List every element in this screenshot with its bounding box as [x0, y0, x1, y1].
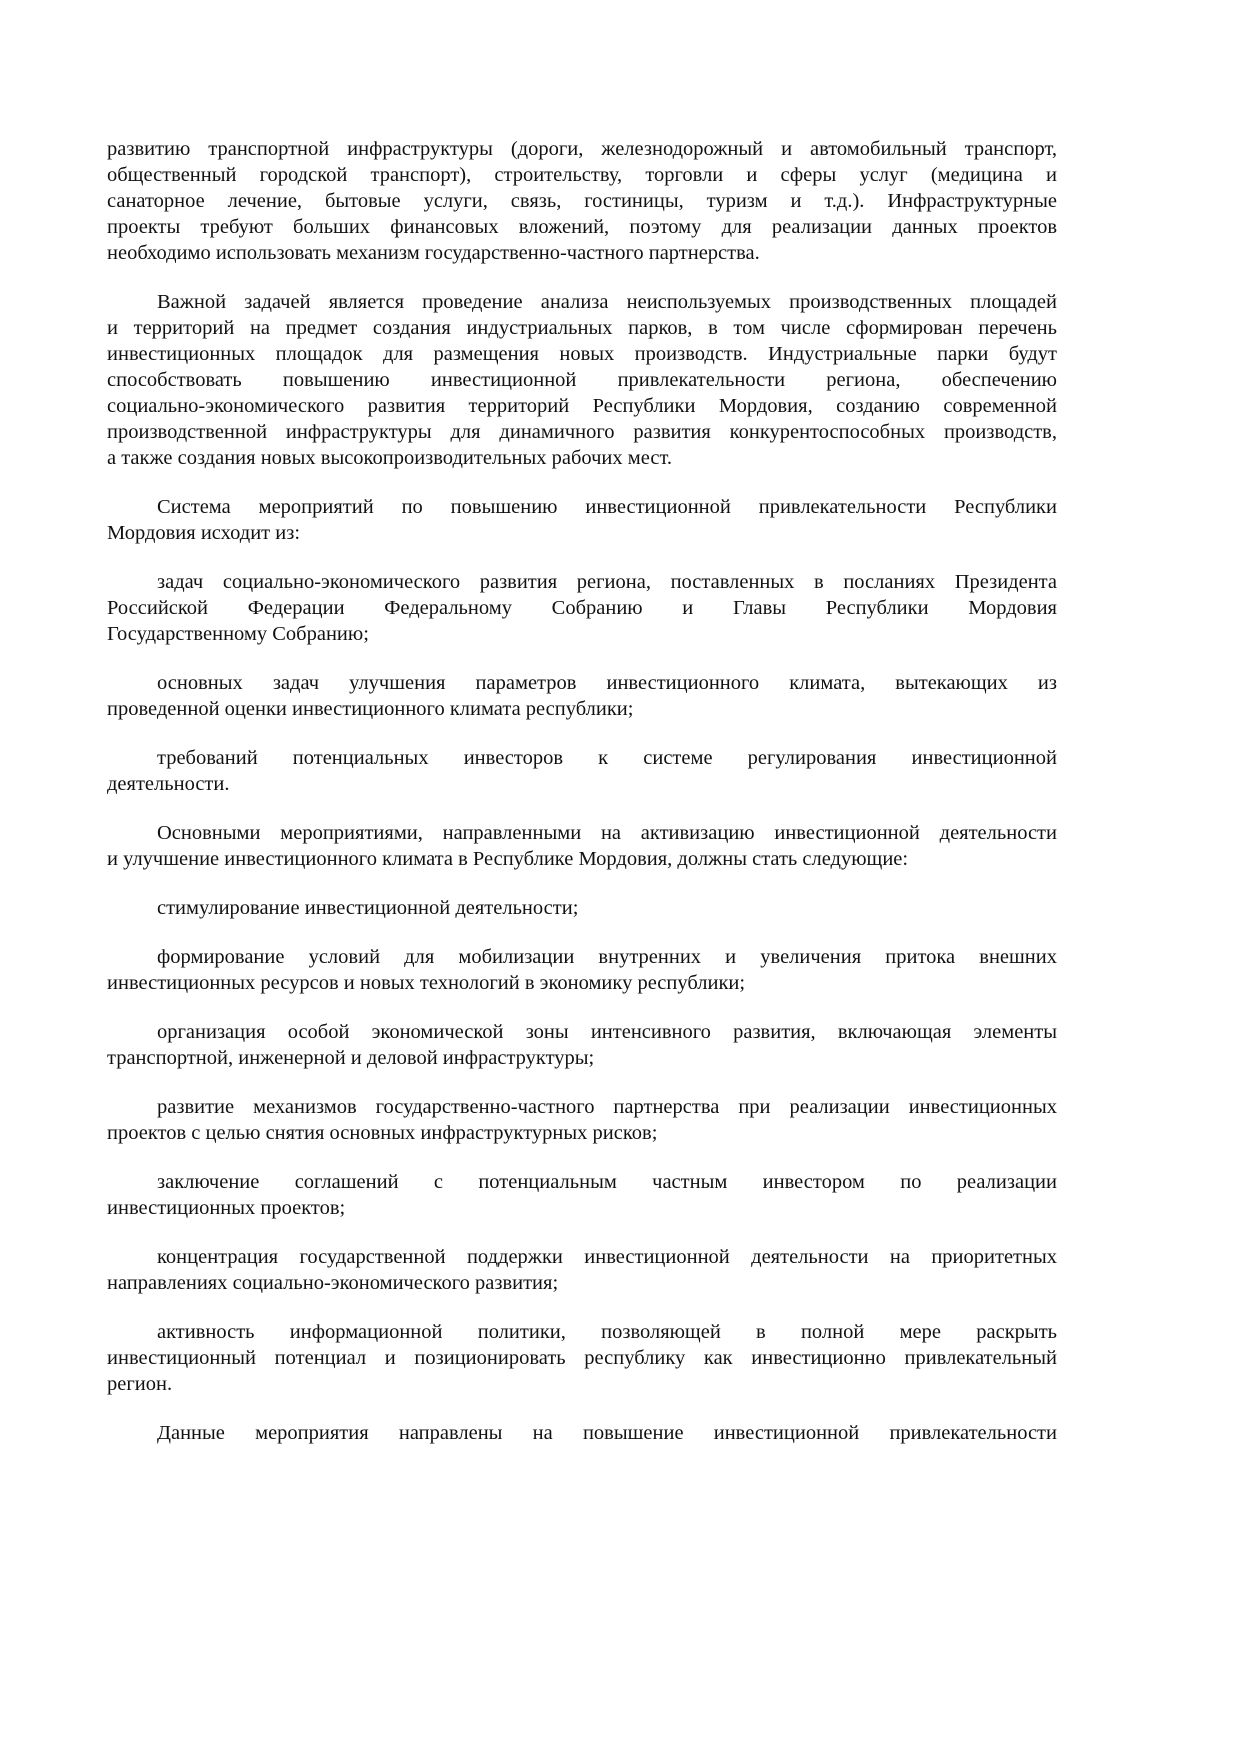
- text-line: инвестиционных ресурсов и новых технологий в экономику республики;: [107, 972, 746, 994]
- text-line: санаторное лечение, бытовые услуги, связь, гостиницы, туризм и т.д.). Инфраструктурные: [107, 190, 1057, 212]
- text-line: общественный городской транспорт), строительству, торговли и сферы услуг (медицина и: [107, 164, 1057, 186]
- text-line: Данные мероприятия направлены на повышение инвестиционной привлекательности: [157, 1422, 1057, 1444]
- paragraph: [107, 1420, 1057, 1446]
- text-line: инвестиционных площадок для размещения новых производств. Индустриальные парки будут: [107, 343, 1057, 365]
- paragraph: [107, 1244, 1057, 1296]
- text-line: организация особой экономической зоны интенсивного развития, включающая элементы: [157, 1021, 1057, 1043]
- text-line: а также создания новых высокопроизводительных рабочих мест.: [107, 447, 673, 469]
- paragraph: [107, 1169, 1057, 1221]
- text-line: направлениях социально-экономического развития;: [107, 1272, 559, 1294]
- paragraph: [107, 569, 1057, 647]
- text-line: заключение соглашений с потенциальным частным инвестором по реализации: [157, 1171, 1057, 1193]
- text-line: задач социально-экономического развития региона, поставленных в посланиях Президента: [157, 571, 1057, 593]
- paragraph: [107, 136, 1057, 266]
- text-line: активность информационной политики, позволяющей в полной мере раскрыть: [157, 1321, 1057, 1343]
- paragraph: [107, 289, 1057, 471]
- text-line: формирование условий для мобилизации внутренних и увеличения притока внешних: [157, 946, 1057, 968]
- text-line: и территорий на предмет создания индустриальных парков, в том числе сформирован перечень: [107, 317, 1057, 339]
- text-line: необходимо использовать механизм государственно-частного партнерства.: [107, 242, 760, 264]
- text-line: регион.: [107, 1373, 173, 1395]
- text-line: развитие механизмов государственно-частного партнерства при реализации инвестиционных: [157, 1096, 1057, 1118]
- text-line: социально-экономического развития территорий Республики Мордовия, созданию современной: [107, 395, 1057, 417]
- text-line: Государственному Собранию;: [107, 623, 369, 645]
- text-line: проектов с целью снятия основных инфраструктурных рисков;: [107, 1122, 658, 1144]
- paragraph: [107, 895, 1057, 921]
- text-line: инвестиционный потенциал и позиционировать республику как инвестиционно привлекательный: [107, 1347, 1057, 1369]
- text-line: Российской Федерации Федеральному Собранию и Главы Республики Мордовия: [107, 597, 1057, 619]
- paragraph: [107, 1094, 1057, 1146]
- text-line: развитию транспортной инфраструктуры (дороги, железнодорожный и автомобильный транспорт,: [107, 138, 1057, 160]
- paragraph: [107, 820, 1057, 872]
- text-line: проведенной оценки инвестиционного климата республики;: [107, 698, 634, 720]
- text-line: концентрация государственной поддержки инвестиционной деятельности на приоритетных: [157, 1246, 1057, 1268]
- paragraph: [107, 670, 1057, 722]
- text-line: Основными мероприятиями, направленными на активизацию инвестиционной деятельности: [157, 822, 1057, 844]
- paragraph: [107, 494, 1057, 546]
- text-line: производственной инфраструктуры для динамичного развития конкурентоспособных производств,: [107, 421, 1057, 443]
- text-line: Важной задачей является проведение анализа неиспользуемых производственных площадей: [157, 291, 1057, 313]
- text-line: Мордовия исходит из:: [107, 522, 301, 544]
- document-page: [107, 136, 1057, 1469]
- text-line: требований потенциальных инвесторов к системе регулирования инвестиционной: [157, 747, 1057, 769]
- paragraph: [107, 1019, 1057, 1071]
- text-line: стимулирование инвестиционной деятельности;: [157, 897, 579, 919]
- text-line: деятельности.: [107, 773, 230, 795]
- text-line: основных задач улучшения параметров инвестиционного климата, вытекающих из: [157, 672, 1057, 694]
- text-line: инвестиционных проектов;: [107, 1197, 346, 1219]
- paragraph: [107, 745, 1057, 797]
- text-line: способствовать повышению инвестиционной привлекательности региона, обеспечению: [107, 369, 1057, 391]
- text-line: и улучшение инвестиционного климата в Республике Мордовия, должны стать следующие:: [107, 848, 909, 870]
- text-line: Система мероприятий по повышению инвестиционной привлекательности Республики: [157, 496, 1057, 518]
- text-line: транспортной, инженерной и деловой инфраструктуры;: [107, 1047, 595, 1069]
- paragraph: [107, 1319, 1057, 1397]
- paragraph: [107, 944, 1057, 996]
- text-line: проекты требуют больших финансовых вложений, поэтому для реализации данных проектов: [107, 216, 1057, 238]
